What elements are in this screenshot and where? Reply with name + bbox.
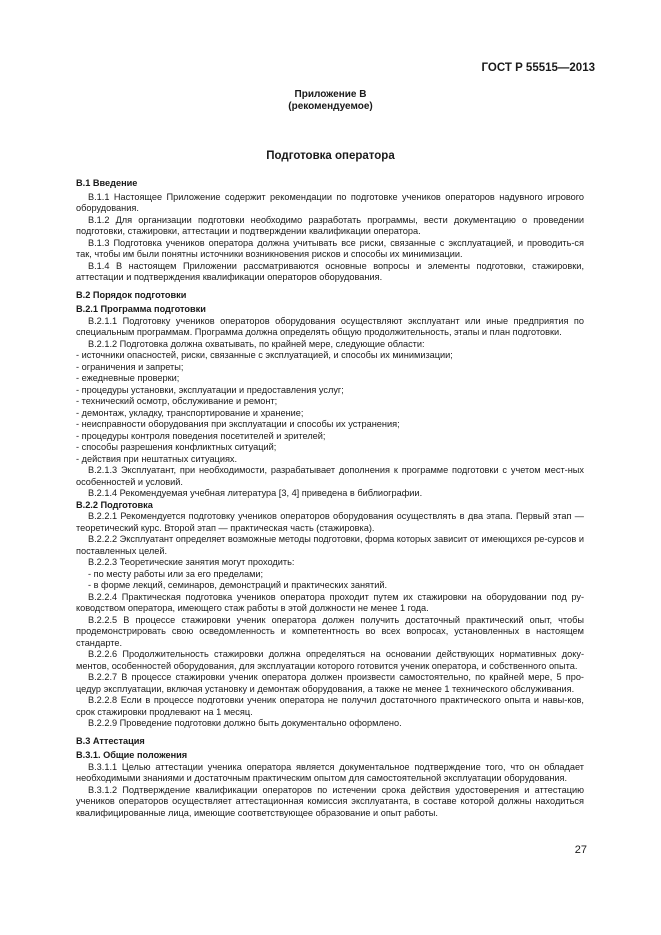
paragraph-b2-2-3: В.2.2.3 Теоретические занятия могут проходить: [88,557,295,567]
section-heading-b2: В.2 Порядок подготовки [76,289,187,300]
annex-type: (рекомендуемое) [288,101,373,112]
paragraph-b2-1-3: В.2.1.3 Эксплуатант, при необходимости, разрабатывает дополнения к программе подготовки с учетом мест-ных особенностей и условий. [76,465,584,487]
list-item: - технический осмотр, обслуживание и ремонт; [76,396,278,406]
subsection-heading-b3-1: В.3.1. Общие положения [76,750,188,760]
list-item: - процедуры установки, эксплуатации и предоставления услуг; [76,384,344,395]
list-item: - демонтаж, укладку, транспортирование и хранение; [76,407,304,418]
paragraph-b2-2-4: В.2.2.4 Практическая подготовка учеников оператора проходит путем их стажировки на оборудовании под ру-ководством оператора, имеющего стаж работы в этой должности не менее 1 года. [76,591,584,613]
paragraph-b1-4: В.1.4 В настоящем Приложении рассматриваются основные вопросы и элементы подготовки, стажировки, аттестации и подтверждения квалификации операторов оборудования. [76,260,584,282]
paragraph-b2-2-7: В.2.2.7 В процессе стажировки ученик оператора должен произвести самостоятельно, по крайней мере, 5 про-цедур эксплуатации, включая установку и демонтаж оборудования, а также не менее 1 технического обслуживания. [76,672,584,694]
list-item: - неисправности оборудования при эксплуатации и способы их устранения; [76,419,400,429]
paragraph-b2-2-8: В.2.2.8 Если в процессе подготовки ученик оператора не получил достаточного практического опыта и навы-ков, срок стажировки продлевают на 1 месяц. [76,695,584,717]
page-number: 27 [574,844,587,856]
list-item: - процедуры контроля поведения посетителей и зрителей; [76,430,326,441]
paragraph-b1-3: В.1.3 Подготовка учеников оператора должна учитывать все риски, связанные с эксплуатацией, и проводить-ся так, чтобы им были понятны источники возникновения рисков и способы их минимизации. [76,237,584,259]
list-item: - по месту работы или за его пределами; [88,568,264,579]
paragraph-b2-1-1: В.2.1.1 Подготовку учеников операторов оборудования осуществляют эксплуатант или иные предприятия по специальным программам. Программа должна определять общую продолжительность, этапы и план подготовки. [76,315,584,337]
annex-header [0,89,661,113]
section-heading-b3: В.3 Аттестация [76,735,145,746]
list-item: - в форме лекций, семинаров, демонстраций и практических занятий. [88,580,388,590]
paragraph-b2-1-2: В.2.1.2 Подготовка должна охватывать, по крайней мере, следующие области: [88,338,425,349]
subsection-heading-b2-2: В.2.2 Подготовка [76,499,153,510]
list-item: - ограничения и запреты; [76,361,184,372]
section-heading-b1: В.1 Введение [76,178,138,188]
document-title: Подготовка оператора [266,150,395,162]
paragraph-b2-2-6: В.2.2.6 Продолжительность стажировки должна определяться на основании действующих нормативных доку-ментов, особенностей оборудования, для эксплуатации которого готовится ученик оператора, и собственного опыта. [76,649,584,671]
paragraph-b2-2-5: В.2.2.5 В процессе стажировки ученик оператора должен получить достаточный практический опыт, чтобы продемонстрировать свою осведомленность и компетентность во всех вопросах, установленных в настоящем стандарте. [76,614,584,648]
paragraph-b3-1-2: В.3.1.2 Подтверждение квалификации операторов по истечении срока действия удостоверения и аттестацию учеников операторов осуществляет аттестационная комиссия эксплуатанта, в составе которой должны находиться квалифицированные лица, имеющие соответствующее образование и опыт работы. [76,784,584,818]
paragraph-b1-2: В.1.2 Для организации подготовки необходимо разработать программы, вести документацию о проведении подготовки, стажировки, аттестации и подтверждении квалификации оператора. [76,214,584,236]
list-item: - источники опасностей, риски, связанные с эксплуатацией, и способы их минимизации; [76,350,453,360]
paragraph-b1-1: В.1.1 Настоящее Приложение содержит рекомендации по подготовке учеников операторов надувного игрового оборудования. [76,191,584,213]
list-item: - ежедневные проверки; [76,373,180,383]
paragraph-b2-2-2: В.2.2.2 Эксплуатант определяет возможные методы подготовки, форма которых зависит от имеющихся ре-сурсов и поставленных целей. [76,534,584,556]
paragraph-b2-1-4: В.2.1.4 Рекомендуемая учебная литература [3, 4] приведена в библиографии. [88,488,423,498]
paragraph-b2-2-1: В.2.2.1 Рекомендуется подготовку учеников операторов оборудования осуществлять в два этапа. Первый этап — теоретический курс. Второй этап — практическая часть (стажировка). [76,511,584,533]
list-item: - способы разрешения конфликтных ситуаций; [76,442,277,452]
list-item: - действия при нештатных ситуациях. [76,453,238,464]
annex-title: Приложение В [294,89,367,100]
document-body [76,174,584,819]
standard-number: ГОСТ Р 55515—2013 [481,62,595,74]
subsection-heading-b2-1: В.2.1 Программа подготовки [76,304,206,314]
paragraph-b2-2-9: В.2.2.9 Проведение подготовки должно быть документально оформлено. [88,718,402,728]
paragraph-b3-1-1: В.3.1.1 Целью аттестации ученика оператора является документальное подтверждение того, что он обладает необходимыми знаниями и достаточным практическим опытом для самостоятельной эксплуатации оборудования. [76,761,584,783]
